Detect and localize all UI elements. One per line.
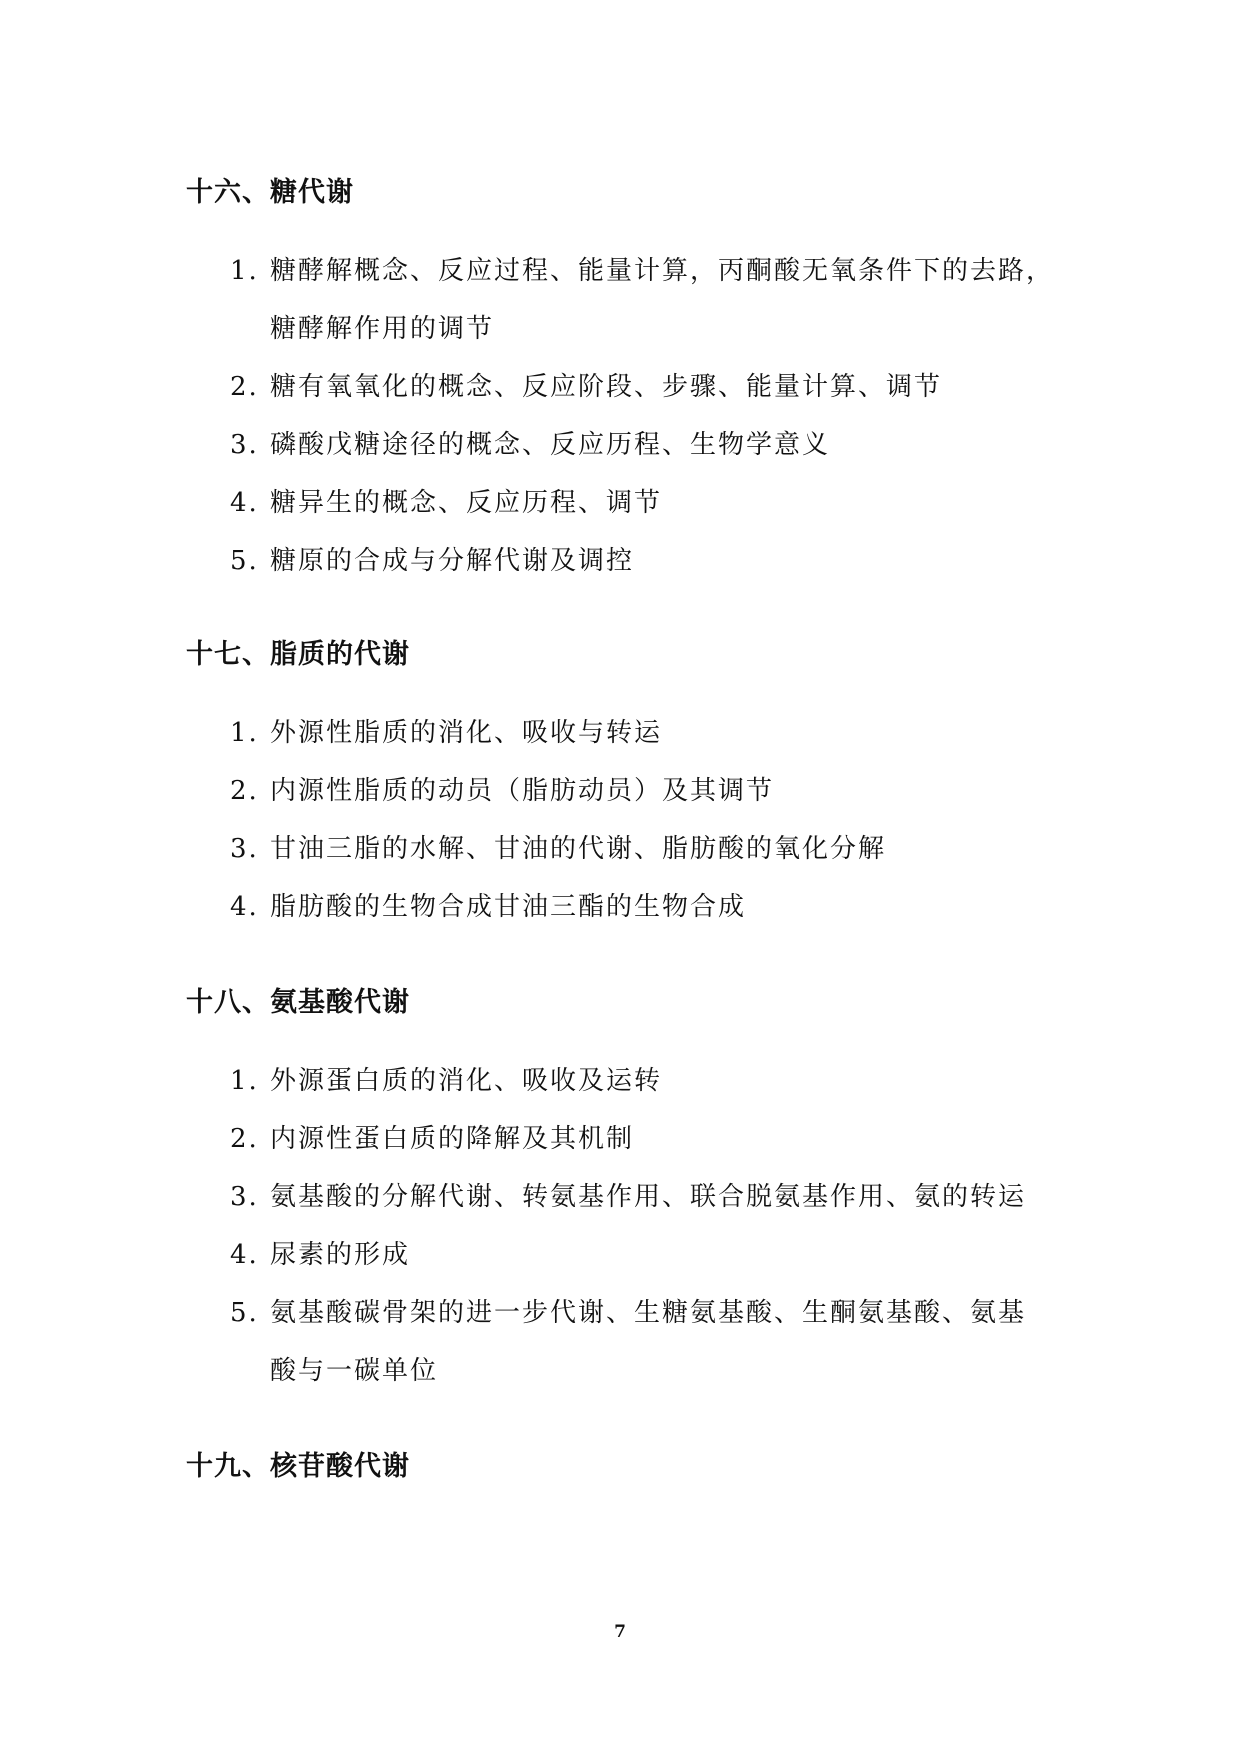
item-number: 1.	[230, 256, 259, 286]
list-item	[230, 430, 830, 460]
item-text: 外源性脂质的消化、吸收与转运	[270, 718, 663, 748]
list-item	[230, 1182, 1026, 1212]
list-item	[230, 1124, 634, 1154]
item-text: 内源性蛋白质的降解及其机制	[270, 1124, 635, 1154]
item-text: 外源蛋白质的消化、吸收及运转	[270, 1066, 663, 1096]
list-item	[230, 1298, 1026, 1328]
item-number: 3.	[230, 1182, 259, 1212]
section-heading-19: 十九、核苷酸代谢	[186, 1451, 410, 1482]
item-text: 糖有氧氧化的概念、反应阶段、步骤、能量计算、调节	[270, 372, 943, 402]
item-text: 氨基酸碳骨架的进一步代谢、生糖氨基酸、生酮氨基酸、氨基	[270, 1298, 1027, 1328]
item-number: 2.	[230, 1124, 259, 1154]
item-text: 脂肪酸的生物合成甘油三酯的生物合成	[270, 892, 747, 922]
section-heading-17: 十七、脂质的代谢	[186, 639, 410, 670]
list-item	[230, 718, 662, 748]
item-text: 内源性脂质的动员（脂肪动员）及其调节	[270, 776, 775, 806]
item-text: 氨基酸的分解代谢、转氨基作用、联合脱氨基作用、氨的转运	[270, 1182, 1027, 1212]
section-heading-18: 十八、氨基酸代谢	[186, 987, 410, 1018]
list-item	[230, 1240, 410, 1270]
item-text: 尿素的形成	[270, 1240, 411, 1270]
item-number: 4.	[230, 488, 259, 518]
item-number: 3.	[230, 430, 259, 460]
item-text: 糖原的合成与分解代谢及调控	[270, 546, 635, 576]
item-number: 1.	[230, 718, 259, 748]
list-item	[230, 892, 746, 922]
list-item	[230, 1066, 662, 1096]
item-number: 1.	[230, 1066, 259, 1096]
item-text-continuation: 酸与一碳单位	[270, 1356, 439, 1386]
item-number: 2.	[230, 372, 259, 402]
list-item	[230, 372, 942, 402]
list-item	[230, 546, 634, 576]
item-number: 3.	[230, 834, 259, 864]
list-item	[230, 488, 662, 518]
list-item	[230, 834, 886, 864]
item-number: 5.	[230, 546, 259, 576]
item-text: 甘油三脂的水解、甘油的代谢、脂肪酸的氧化分解	[270, 834, 887, 864]
item-number: 4.	[230, 1240, 259, 1270]
item-number: 2.	[230, 776, 259, 806]
item-text-continuation: 糖酵解作用的调节	[270, 314, 495, 344]
section-heading-16: 十六、糖代谢	[186, 177, 354, 208]
list-item	[230, 256, 1054, 286]
item-text: 糖异生的概念、反应历程、调节	[270, 488, 663, 518]
item-text: 磷酸戊糖途径的概念、反应历程、生物学意义	[270, 430, 831, 460]
page-number: 7	[614, 1622, 626, 1642]
list-item	[230, 776, 774, 806]
item-text: 糖酵解概念、反应过程、能量计算，丙酮酸无氧条件下的去路，	[270, 256, 1055, 286]
item-number: 5.	[230, 1298, 259, 1328]
item-number: 4.	[230, 892, 259, 922]
